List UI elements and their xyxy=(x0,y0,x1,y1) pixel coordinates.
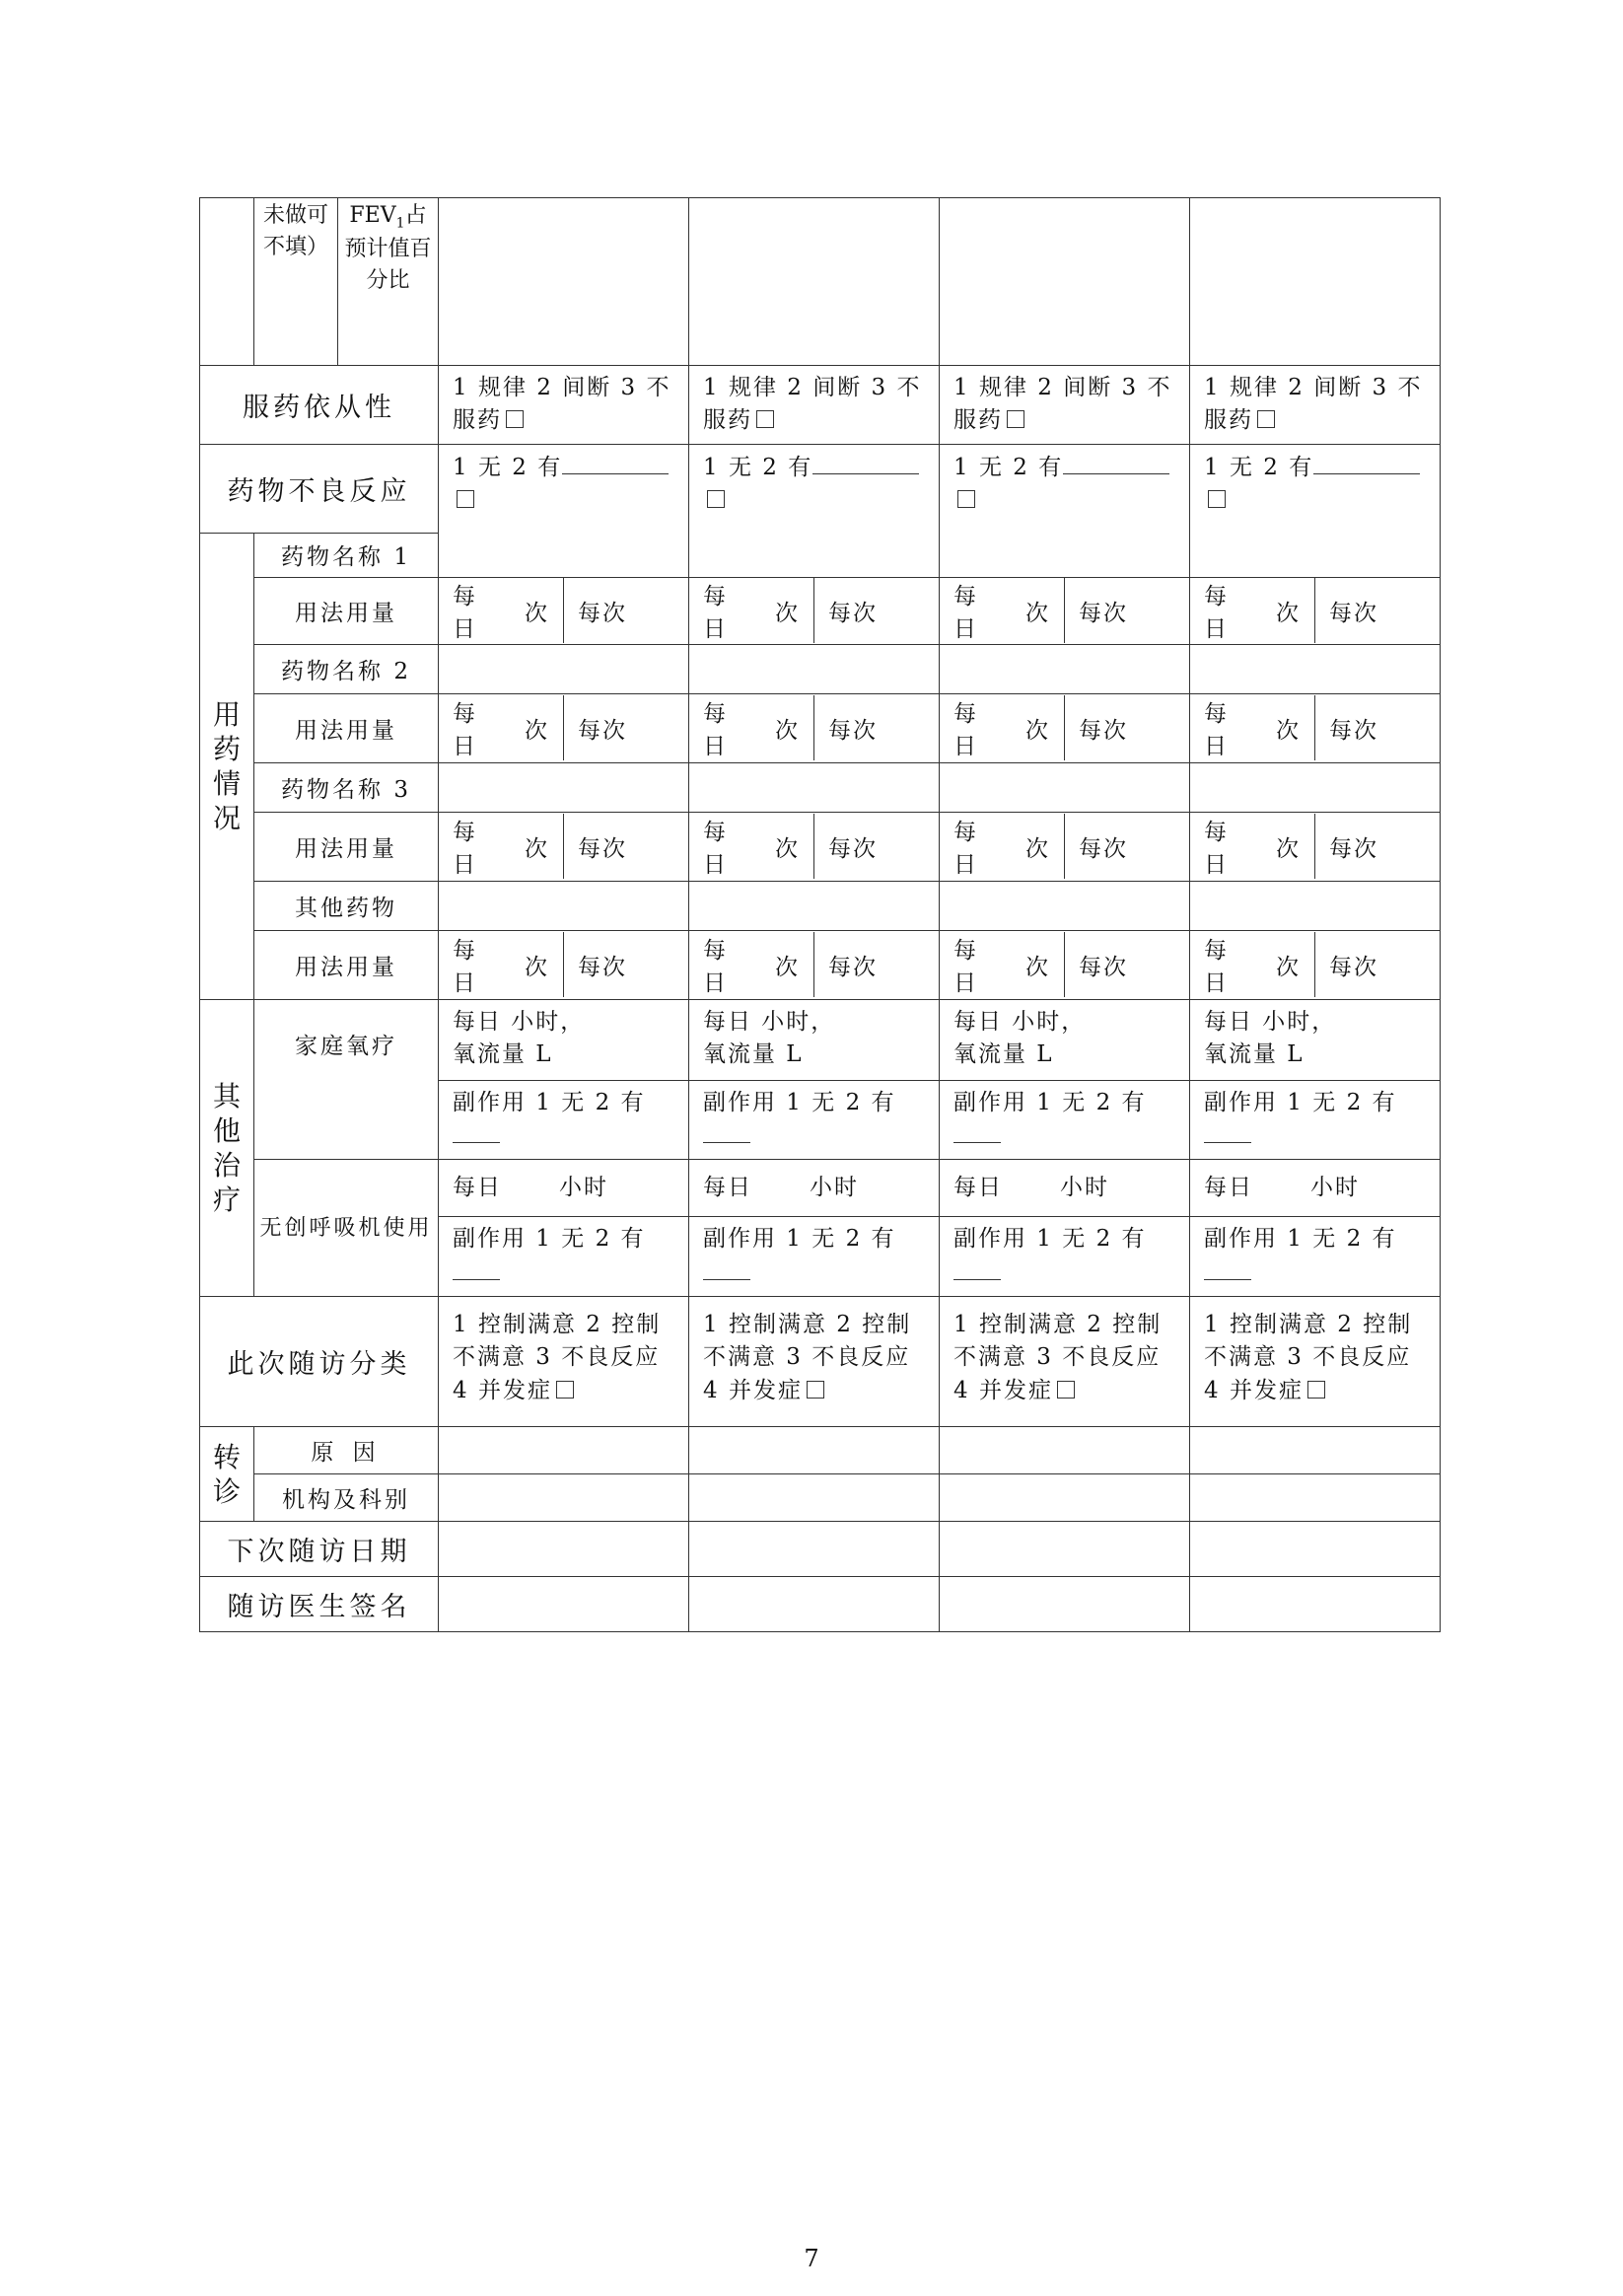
usage-cell[interactable]: 每日 次 每次 xyxy=(689,577,940,644)
referral-reason-input[interactable] xyxy=(439,1427,689,1474)
oxygen-cell[interactable]: 每日 小时， 氧流量 L xyxy=(439,999,689,1080)
referral-reason-input[interactable] xyxy=(689,1427,940,1474)
checkbox-icon[interactable] xyxy=(807,1381,824,1399)
fev-note: 未做可不填） xyxy=(254,198,338,366)
home-oxygen-label: 家庭氧疗 xyxy=(254,999,439,1160)
page-number: 7 xyxy=(804,2245,819,2272)
compliance-options: 1 规律 2 间断 3 不服药 xyxy=(703,375,922,434)
drug-name-input[interactable] xyxy=(940,762,1190,812)
usage-cell[interactable]: 每日 次 每次 xyxy=(439,693,689,762)
checkbox-icon[interactable] xyxy=(957,490,975,508)
drug-name-input[interactable] xyxy=(689,762,940,812)
classification-label: 此次随访分类 xyxy=(200,1297,439,1427)
ventilator-label: 无创呼吸机使用 xyxy=(254,1160,439,1297)
referral-institution-input[interactable] xyxy=(1190,1474,1441,1522)
checkbox-icon[interactable] xyxy=(707,490,725,508)
drug-name-input[interactable] xyxy=(439,762,689,812)
usage-label: 用法用量 xyxy=(254,812,439,881)
adverse-cell[interactable] xyxy=(940,444,1190,577)
side-effect-cell[interactable]: 副作用 1 无 2 有 xyxy=(689,1080,940,1160)
doctor-signature-label: 随访医生签名 xyxy=(200,1577,439,1632)
classification-cell[interactable]: 1 控制满意 2 控制不满意 3 不良反应 4 并发症 xyxy=(940,1297,1190,1427)
side-effect-cell[interactable]: 副作用 1 无 2 有 xyxy=(1190,1217,1441,1297)
side-effect-cell[interactable]: 副作用 1 无 2 有 xyxy=(1190,1080,1441,1160)
usage-label: 用法用量 xyxy=(254,930,439,999)
other-drugs-label: 其他药物 xyxy=(254,881,439,930)
drug-name-input[interactable] xyxy=(1190,762,1441,812)
adverse-cell[interactable] xyxy=(1190,444,1441,577)
side-effect-cell[interactable]: 副作用 1 无 2 有 xyxy=(439,1080,689,1160)
fev-input-2[interactable] xyxy=(689,198,940,366)
checkbox-icon[interactable] xyxy=(1007,410,1024,428)
fev-label-main: FEV xyxy=(349,203,396,228)
drug-name-input[interactable] xyxy=(1190,881,1441,930)
side-effect-cell[interactable]: 副作用 1 无 2 有 xyxy=(689,1217,940,1297)
usage-cell[interactable]: 每日 次 每次 xyxy=(940,577,1190,644)
referral-institution-input[interactable] xyxy=(689,1474,940,1522)
referral-institution-input[interactable] xyxy=(439,1474,689,1522)
signature-input[interactable] xyxy=(439,1577,689,1632)
drug-name-input[interactable] xyxy=(689,881,940,930)
usage-cell[interactable]: 每日 次 每次 xyxy=(940,693,1190,762)
drug-name-input[interactable] xyxy=(940,881,1190,930)
usage-cell[interactable]: 每日 次 每次 xyxy=(1190,693,1441,762)
other-treatment-section-label: 其他治疗 xyxy=(200,999,254,1296)
compliance-cell[interactable] xyxy=(689,366,940,445)
adverse-blank[interactable] xyxy=(562,451,669,474)
classification-cell[interactable]: 1 控制满意 2 控制不满意 3 不良反应 4 并发症 xyxy=(1190,1297,1441,1427)
drug-name-input[interactable] xyxy=(689,644,940,693)
usage-cell[interactable]: 每日 次 每次 xyxy=(439,577,689,644)
ventilator-hours-cell[interactable]: 每日 小时 xyxy=(689,1160,940,1217)
referral-reason-input[interactable] xyxy=(1190,1427,1441,1474)
checkbox-icon[interactable] xyxy=(1257,410,1275,428)
checkbox-icon[interactable] xyxy=(1057,1381,1075,1399)
next-date-input[interactable] xyxy=(689,1522,940,1577)
usage-label: 用法用量 xyxy=(254,693,439,762)
usage-cell[interactable]: 每日 次 每次 xyxy=(689,812,940,881)
adverse-cell[interactable] xyxy=(439,444,689,577)
usage-cell[interactable]: 每日 次 每次 xyxy=(439,812,689,881)
fev-input-3[interactable] xyxy=(940,198,1190,366)
classification-cell[interactable]: 1 控制满意 2 控制不满意 3 不良反应 4 并发症 xyxy=(439,1297,689,1427)
compliance-label: 服药依从性 xyxy=(200,366,439,445)
usage-cell[interactable]: 每日 次 每次 xyxy=(1190,812,1441,881)
side-effect-cell[interactable]: 副作用 1 无 2 有 xyxy=(940,1080,1190,1160)
checkbox-icon[interactable] xyxy=(1208,490,1226,508)
usage-cell[interactable]: 每日 次 每次 xyxy=(1190,577,1441,644)
usage-cell[interactable]: 每日 次 每次 xyxy=(689,930,940,999)
medication-section-label: 用药情况 xyxy=(200,533,254,999)
checkbox-icon[interactable] xyxy=(756,410,774,428)
classification-cell[interactable]: 1 控制满意 2 控制不满意 3 不良反应 4 并发症 xyxy=(689,1297,940,1427)
adverse-cell[interactable] xyxy=(689,444,940,577)
compliance-options: 1 规律 2 间断 3 不服药 xyxy=(953,375,1172,434)
checkbox-icon[interactable] xyxy=(457,490,474,508)
checkbox-icon[interactable] xyxy=(506,410,524,428)
usage-cell[interactable]: 每日 次 每次 xyxy=(439,930,689,999)
signature-input[interactable] xyxy=(940,1577,1190,1632)
referral-institution-input[interactable] xyxy=(940,1474,1190,1522)
adverse-blank[interactable] xyxy=(812,451,919,474)
ventilator-hours-cell[interactable]: 每日 小时 xyxy=(1190,1160,1441,1217)
oxygen-cell[interactable]: 每日 小时， 氧流量 L xyxy=(689,999,940,1080)
oxygen-cell[interactable]: 每日 小时， 氧流量 L xyxy=(940,999,1190,1080)
signature-input[interactable] xyxy=(689,1577,940,1632)
followup-form-table xyxy=(199,197,1441,1632)
compliance-cell[interactable] xyxy=(439,366,689,445)
drug-name-input[interactable] xyxy=(439,881,689,930)
referral-section-label: 转诊 xyxy=(200,1427,254,1522)
drug-name-3-label: 药物名称 3 xyxy=(254,762,439,812)
referral-reason-input[interactable] xyxy=(940,1427,1190,1474)
fev-input-1[interactable] xyxy=(439,198,689,366)
compliance-cell[interactable] xyxy=(1190,366,1441,445)
next-date-input[interactable] xyxy=(1190,1522,1441,1577)
checkbox-icon[interactable] xyxy=(556,1381,574,1399)
side-effect-cell[interactable]: 副作用 1 无 2 有 xyxy=(940,1217,1190,1297)
fev-label xyxy=(338,198,439,366)
side-effect-cell[interactable]: 副作用 1 无 2 有 xyxy=(439,1217,689,1297)
usage-cell[interactable]: 每日 次 每次 xyxy=(689,693,940,762)
drug-name-input[interactable] xyxy=(439,644,689,693)
adverse-blank[interactable] xyxy=(1063,451,1169,474)
drug-name-1-label: 药物名称 1 xyxy=(254,533,439,577)
compliance-options: 1 规律 2 间断 3 不服药 xyxy=(1204,375,1423,434)
referral-reason-label: 原 因 xyxy=(254,1427,439,1474)
fev-left-blank xyxy=(200,198,254,366)
drug-name-2-label: 药物名称 2 xyxy=(254,644,439,693)
compliance-cell[interactable] xyxy=(940,366,1190,445)
adverse-options: 1 无 2 有 xyxy=(1204,454,1314,480)
compliance-options: 1 规律 2 间断 3 不服药 xyxy=(453,375,671,434)
oxygen-cell[interactable]: 每日 小时， 氧流量 L xyxy=(1190,999,1441,1080)
referral-institution-label: 机构及科别 xyxy=(254,1474,439,1522)
usage-cell[interactable]: 每日 次 每次 xyxy=(1190,930,1441,999)
fev-label-rest: 占预计值百分比 xyxy=(344,203,432,293)
adverse-options: 1 无 2 有 xyxy=(703,454,813,480)
drug-name-input[interactable] xyxy=(1190,644,1441,693)
adverse-options: 1 无 2 有 xyxy=(953,454,1064,480)
adverse-label: 药物不良反应 xyxy=(200,444,439,533)
usage-cell[interactable]: 每日 次 每次 xyxy=(940,812,1190,881)
next-date-input[interactable] xyxy=(439,1522,689,1577)
adverse-blank[interactable] xyxy=(1313,451,1420,474)
drug-name-input[interactable] xyxy=(940,644,1190,693)
fev-label-sub: 1 xyxy=(395,215,405,232)
adverse-options: 1 无 2 有 xyxy=(453,454,563,480)
signature-input[interactable] xyxy=(1190,1577,1441,1632)
usage-cell[interactable]: 每日 次 每次 xyxy=(940,930,1190,999)
ventilator-hours-cell[interactable]: 每日 小时 xyxy=(940,1160,1190,1217)
next-followup-date-label: 下次随访日期 xyxy=(200,1522,439,1577)
next-date-input[interactable] xyxy=(940,1522,1190,1577)
fev-input-4[interactable] xyxy=(1190,198,1441,366)
checkbox-icon[interactable] xyxy=(1307,1381,1325,1399)
ventilator-hours-cell[interactable]: 每日 小时 xyxy=(439,1160,689,1217)
usage-label: 用法用量 xyxy=(254,577,439,644)
